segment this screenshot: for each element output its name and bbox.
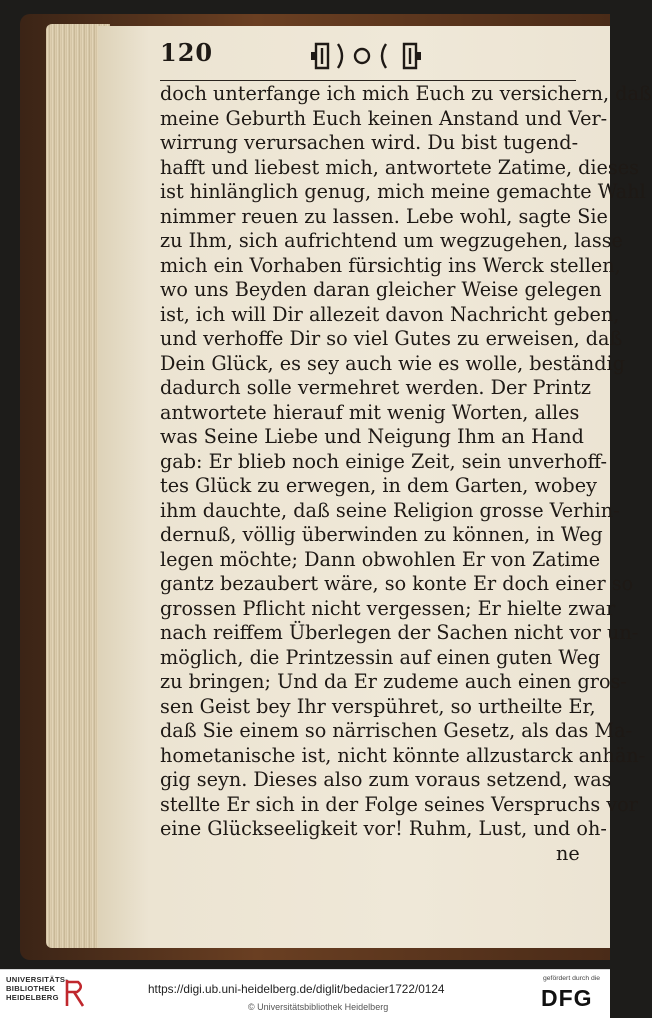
text-line: gantz bezaubert wäre, so konte Er doch einer so — [160, 572, 634, 595]
text-line: Dein Glück, es sey auch wie es wolle, beständig — [160, 351, 625, 375]
text-line: hometanische ist, nicht könnte allzustarck anhän- — [160, 743, 646, 767]
text-line: was Seine Liebe und Neigung Ihm an Hand — [160, 425, 584, 448]
text-line: eine Glückseeligkeit vor! Ruhm, Lust, und oh- — [160, 817, 607, 840]
text-line: wo uns Beyden daran gleicher Weise gelegen — [160, 278, 602, 301]
text-line: mich ein Vorhaben fürsichtig ins Werck stellen, — [160, 253, 621, 277]
library-logo-icon[interactable] — [64, 978, 86, 1008]
text-line: hafft und liebest mich, antwortete Zatime, dieses — [160, 155, 639, 179]
library-name-line: HEIDELBERG — [6, 993, 59, 1002]
header-rule — [160, 80, 576, 81]
page-url-link[interactable]: https://digi.ub.uni-heidelberg.de/diglit/bedacier1722/0124 — [148, 982, 445, 996]
text-line: dadurch solle vermehret werden. Der Printz — [160, 376, 592, 399]
page-number: 120 — [160, 38, 214, 67]
text-line: gig seyn. Dieses also zum voraus setzend, was — [160, 768, 612, 791]
text-line: stellte Er sich in der Folge seines Verspruchs vor — [160, 792, 638, 816]
text-line: ist hinlänglich genug, mich meine gemachte Wahl — [160, 180, 646, 203]
text-line: nach reiffem Überlegen der Sachen nicht vor un- — [160, 621, 639, 644]
text-line: meine Geburth Euch keinen Anstand und Ver- — [160, 106, 608, 130]
text-line: wirrung verursachen wird. Du bist tugend- — [160, 131, 579, 154]
header-ornament-icon — [308, 38, 438, 74]
text-line: gab: Er blieb noch einige Zeit, sein unverhoff- — [160, 449, 607, 473]
copyright-notice: © Universitätsbibliothek Heidelberg — [248, 1002, 389, 1012]
library-name-line: BIBLIOTHEK — [6, 984, 56, 993]
text-line: ihm dauchte, daß seine Religion grosse Verhin- — [160, 498, 620, 522]
text-line: dernuß, völlig überwinden zu können, in Weg — [160, 523, 603, 546]
text-line: tes Glück zu erwegen, in dem Garten, wobey — [160, 474, 597, 497]
text-line: grossen Pflicht nicht vergessen; Er hielte zwar — [160, 596, 616, 620]
text-line: und verhoffe Dir so viel Gutes zu erweisen, daß — [160, 327, 623, 350]
library-name-line: UNIVERSITÄTS- — [6, 975, 69, 984]
text-line: zu bringen; Und da Er zudeme auch einen gros- — [160, 670, 627, 693]
text-block — [160, 82, 652, 842]
catchword: ne — [556, 842, 580, 865]
text-line: ist, ich will Dir allezeit davon Nachricht geben, — [160, 302, 620, 326]
text-line: möglich, die Printzessin auf einen guten Weg — [160, 645, 601, 669]
text-line: legen möchte; Dann obwohlen Er von Zatime — [160, 547, 601, 571]
text-line: nimmer reuen zu lassen. Lebe wohl, sagte Sie — [160, 204, 608, 228]
text-line: zu Ihm, sich aufrichtend um wegzugehen, lasse — [160, 229, 623, 252]
dfg-logo[interactable]: DFG — [541, 985, 593, 1011]
library-name — [6, 975, 69, 1002]
text-line: doch unterfange ich mich Euch zu versichern, daß — [160, 82, 652, 105]
text-line: sen Geist bey Ihr verspühret, so urtheilte Er, — [160, 694, 596, 718]
funded-by-label: gefördert durch die — [543, 975, 601, 982]
text-line: daß Sie einem so närrischen Gesetz, als das Ma- — [160, 719, 633, 742]
text-line: antwortete hierauf mit wenig Worten, alles — [160, 400, 580, 424]
